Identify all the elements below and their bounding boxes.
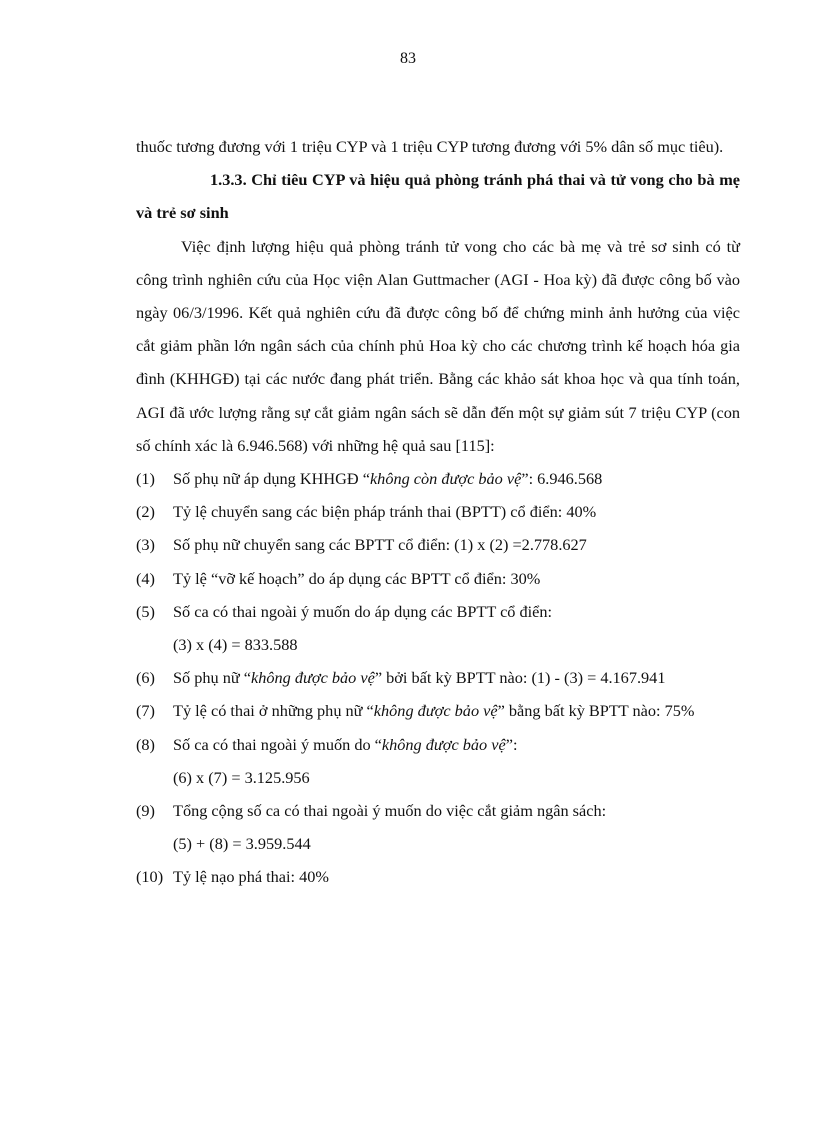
list-item-text: Số ca có thai ngoài ý muốn do áp dụng các BPTT cổ điển: (3) x (4) = 833.588: [173, 595, 740, 661]
list-item: [136, 462, 740, 495]
list-item-number: (2): [136, 502, 155, 522]
list-item-number: (1): [136, 469, 155, 489]
section-heading: 1.3.3. Chỉ tiêu CYP và hiệu quả phòng tránh phá thai và tử vong cho bà mẹ và trẻ sơ sinh: [136, 170, 740, 223]
list-item-text: Số phụ nữ “không được bảo vệ” bởi bất kỳ BPTT nào: (1) - (3) = 4.167.941: [173, 668, 666, 688]
list-item-formula: (5) + (8) = 3.959.544: [173, 834, 311, 854]
list-item-text: Tỷ lệ chuyển sang các biện pháp tránh thai (BPTT) cổ điển: 40%: [173, 502, 597, 522]
list-item-text: Tỷ lệ nạo phá thai: 40%: [173, 867, 329, 887]
list-item-formula: (6) x (7) = 3.125.956: [173, 767, 310, 787]
list-item-number: (7): [136, 701, 155, 721]
list-item-text: Số phụ nữ chuyển sang các BPTT cổ điển: (1) x (2) =2.778.627: [173, 535, 587, 555]
list-item: [136, 595, 740, 661]
list-item-number: (5): [136, 601, 155, 621]
list-item: [136, 528, 740, 561]
list-item-number: (10): [136, 867, 164, 887]
list-item-text: Số ca có thai ngoài ý muốn do “không được bảo vệ”: (6) x (7) = 3.125.956: [173, 728, 740, 794]
body-paragraph: Việc định lượng hiệu quả phòng tránh tử vong cho các bà mẹ và trẻ sơ sinh có từ công trình nghiên cứu của Học viện Alan Guttmacher (AGI - Hoa kỳ) đã được công bố vào ngày 06/3/1996. Kết quả nghiên cứu đã được công bố để chứng minh ảnh hưởng của việc cắt giảm phần lớn ngân sách của chính phủ Hoa kỳ cho các chương trình kế hoạch hóa gia đình (KHHGĐ) tại các nước đang phát triển. Bằng các khảo sát khoa học và qua tính toán, AGI đã ước lượng rằng sự cắt giảm ngân sách sẽ dẫn đến một sự giảm sút 7 triệu CYP (con số chính xác là 6.946.568) với những hệ quả sau [115]:: [136, 236, 740, 455]
list-item-text: Tỷ lệ có thai ở những phụ nữ “không được bảo vệ” bằng bất kỳ BPTT nào: 75%: [173, 701, 695, 721]
list-item: [136, 728, 740, 794]
list-item: [136, 794, 740, 860]
continuation-paragraph: thuốc tương đương với 1 triệu CYP và 1 triệu CYP tương đương với 5% dân số mục tiêu).: [136, 137, 724, 156]
list-item-number: (8): [136, 734, 155, 754]
list-item-number: (9): [136, 801, 155, 821]
list-item: [136, 562, 740, 595]
list-item-text: Tỷ lệ “vỡ kế hoạch” do áp dụng các BPTT cổ điển: 30%: [173, 568, 541, 588]
page-number: 83: [400, 50, 416, 67]
page-body: [136, 130, 740, 894]
list-item: [136, 661, 740, 694]
list-item-number: (3): [136, 535, 155, 555]
list-item-text: Số phụ nữ áp dụng KHHGĐ “không còn được bảo vệ”: 6.946.568: [173, 469, 603, 489]
consequence-list: [136, 462, 740, 894]
list-item-number: (6): [136, 668, 155, 688]
list-item: [136, 694, 740, 727]
list-item: [136, 860, 740, 893]
list-item: [136, 495, 740, 528]
list-item-number: (4): [136, 568, 155, 588]
list-item-text: Tổng cộng số ca có thai ngoài ý muốn do việc cắt giảm ngân sách: (5) + (8) = 3.959.544: [173, 794, 740, 860]
list-item-formula: (3) x (4) = 833.588: [173, 635, 298, 655]
